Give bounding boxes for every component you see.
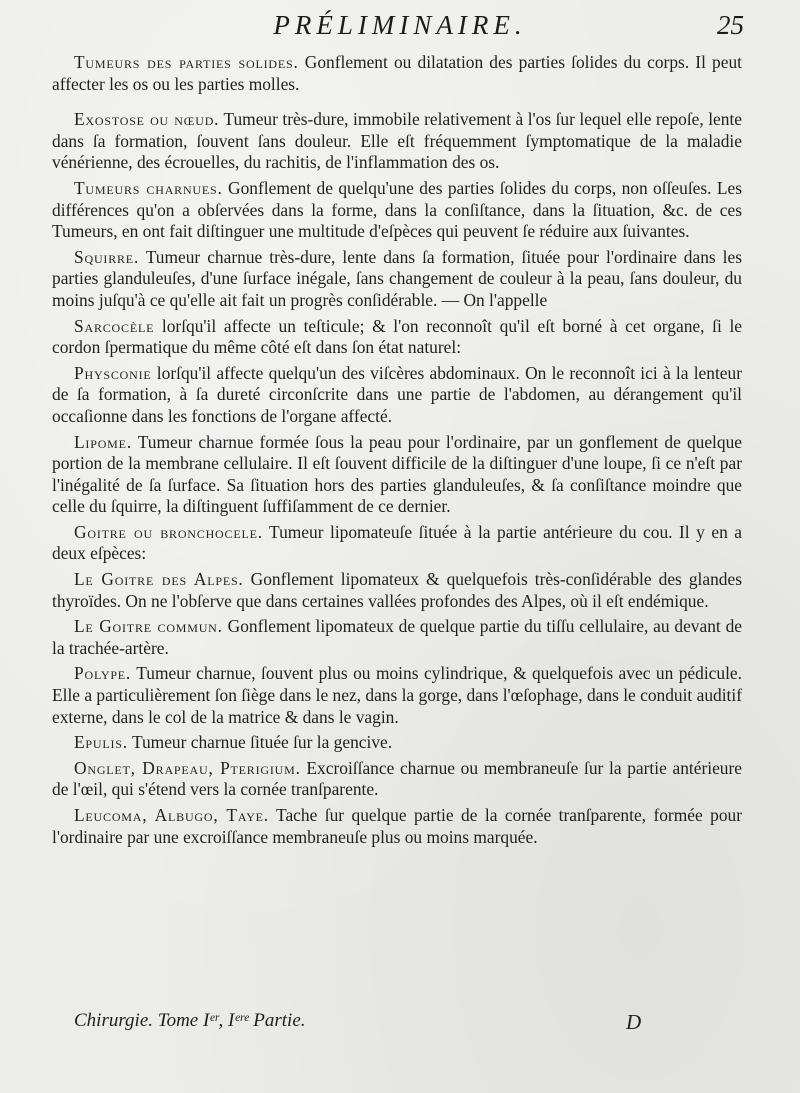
entry-text: lorſqu'il affecte quelqu'un des viſcères abdominaux. On le reconnoît ici à la lenteur de ſa formation, à ſa dureté circonſcrite dans une partie de l'abdomen, au dérangement qu'il occaſionne dans les fonctions de l'organe affecté. [52, 362, 742, 426]
entry-text: Tumeur charnue très-dure, lente dans ſa formation, ſituée pour l'ordinaire dans les parties glanduleuſes, d'une ſurface inégale, ſans changement de couleur à la peau, ſans douleur, du moins juſqu'à ce qu'elle ait fait un progrès conſidérable. — On l'appelle [52, 246, 742, 310]
entry-sarcocele [52, 316, 742, 359]
entry-text: Excroiſſance charnue ou membraneuſe ſur la partie antérieure de l'œil, qui s'étend vers la cornée tranſparente. [52, 757, 742, 800]
entry-term: Polype. [74, 663, 132, 684]
entry-physconie [52, 363, 742, 428]
entry-goitre [52, 522, 742, 565]
entry-goitre-des-alpes [52, 569, 742, 612]
entry-term: Le Goitre commun. [74, 616, 223, 637]
entry-term: Epulis. [74, 732, 128, 753]
entry-polype [52, 663, 742, 728]
entry-goitre-commun [52, 616, 742, 659]
entry-term: Squirre. [74, 246, 140, 267]
entry-term: Le Goitre des Alpes. [74, 569, 244, 590]
entry-lipome [52, 432, 742, 518]
entry-text: Tumeur charnue formée ſous la peau pour l'ordinaire, par un gonflement de quelque portion de la membrane cellulaire. Il eſt ſouvent difficile de la diſtinguer d'une loupe, ſi ce n'eſt par l'inégalité de ſa ſurface. Sa ſituation hors des parties glanduleuſes, & ſa conſiſtance moindre que celle du ſquirre, la diſtinguent ſuffiſamment de ce dernier. [52, 431, 742, 517]
page-footer [74, 1010, 674, 1040]
entry-term: Physconie [74, 362, 152, 383]
entry-term: Sarcocèle [74, 315, 155, 336]
entry-text: Tumeur très-dure, immobile relativement à l'os ſur lequel elle repoſe, lente dans ſa formation, ſouvent ſans douleur. Elle eſt fréquemment ſymptomatique de la maladie vénérienne, des écrouelles, du rachitis, de l'inflammation des os. [52, 109, 742, 173]
entry-tumeurs-parties-solides [52, 52, 742, 95]
entry-text: Gonflement de quelqu'une des parties ſolides du corps, non oſſeuſes. Les différences qu'on a obſervées dans la forme, dans la conſiſtance, dans la ſituation, &c. de ces Tumeurs, en ont fait diſtinguer une multitude d'eſpèces qui peuvent ſe réduire aux ſuivantes. [52, 177, 742, 242]
body-text [52, 52, 742, 852]
signature-mark: D [626, 1010, 642, 1034]
entry-tumeurs-charnues [52, 178, 742, 243]
entry-text: Gonflement ou dilatation des parties ſolides du corps. Il peut affecter les os ou les parties molles. [52, 52, 742, 94]
entry-text: Tumeur lipomateuſe ſituée à la partie antérieure du cou. Il y en a deux eſpèces: [52, 521, 742, 564]
entry-term: Goitre ou bronchocele. [74, 521, 263, 542]
entry-text: lorſqu'il affecte un teſticule; & l'on reconnoît qu'il eſt borné à cet organe, ſi le cordon ſpermatique du même côté eſt dans ſon état naturel: [52, 315, 742, 358]
entry-term: Exostose ou nœud. [74, 109, 220, 130]
entry-term: Tumeurs des parties solides. [74, 52, 299, 72]
entry-leucoma [52, 805, 742, 848]
page-number: 25 [717, 10, 744, 40]
entry-onglet [52, 758, 742, 801]
entry-exostose [52, 109, 742, 174]
entry-squirre [52, 247, 742, 312]
running-head [0, 8, 800, 48]
entry-term: Onglet, Drapeau, Pterigium. [74, 757, 301, 778]
entry-text: Tache ſur quelque partie de la cornée tranſparente, formée pour l'ordinaire par une excroiſſance membraneuſe plus ou moins marquée. [52, 805, 742, 847]
entry-epulis [52, 732, 742, 754]
entry-text: Gonflement lipomateux & quelquefois très-conſidérable des glandes thyroïdes. On ne l'obſerve que dans certaines vallées profondes des Alpes, où il eſt endémique. [52, 569, 742, 611]
entry-text: Tumeur charnue ſituée ſur la gencive. [127, 732, 393, 753]
entry-term: Lipome. [74, 431, 132, 452]
signature-line: Chirurgie. Tome Iᵉʳ, Iᵉʳᵉ Partie. [74, 1010, 306, 1031]
running-title: PRÉLIMINAIRE. [273, 10, 527, 40]
entry-text: Gonflement lipomateux de quelque partie du tiſſu cellulaire, au devant de la trachée-artère. [52, 616, 742, 658]
entry-text: Tumeur charnue, ſouvent plus ou moins cylindrique, & quelquefois avec un pédicule. Elle a particulièrement ſon ſiège dans le nez, dans la gorge, dans l'œſophage, dans le conduit auditif externe, dans le col de la matrice & dans le vagin. [52, 663, 743, 727]
entry-term: Tumeurs charnues. [74, 177, 223, 198]
entry-term: Leucoma, Albugo, Taye. [74, 805, 269, 825]
